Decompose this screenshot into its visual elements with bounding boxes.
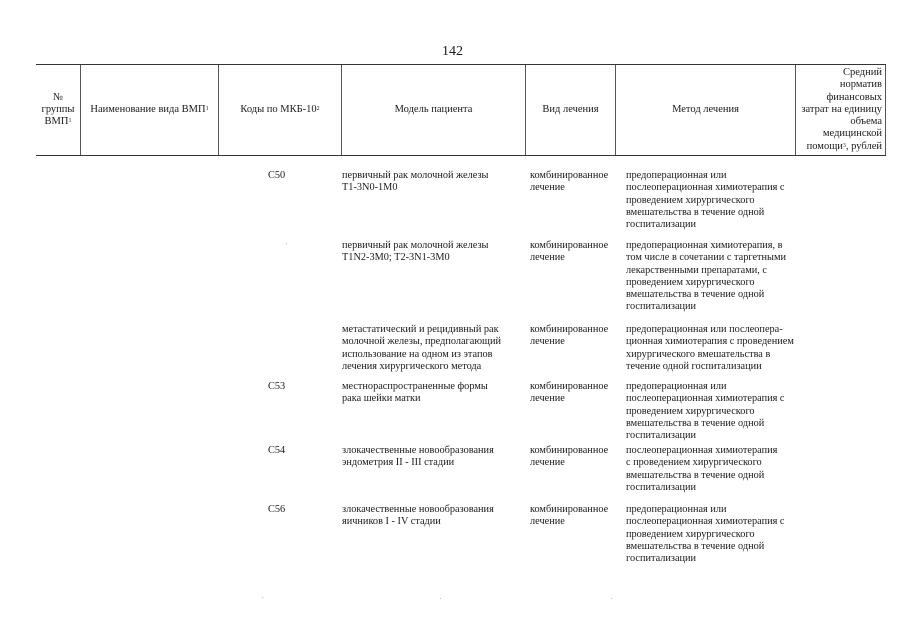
patient-model: метастатический и рецидивный рак молочной железы, предполагающий использование на одном из этапов лечения хирургического метода — [342, 324, 501, 372]
icd-code: C53 — [268, 381, 286, 392]
icd-code: C56 — [268, 504, 286, 515]
header-vmp-name — [80, 65, 218, 155]
treatment-method: предоперационная или послеоперационная химиотерапия с проведением хирургического вмешательства в течение одной госпитализации — [626, 381, 785, 442]
header-icd-codes-text: Коды по МКБ-10 — [240, 103, 317, 115]
header-group-no-text: № группы ВМП — [41, 91, 75, 128]
page-number: 142 — [442, 44, 463, 59]
header-patient-model — [341, 65, 525, 155]
patient-model: злокачественные новообразования эндометрия II - III стадии — [342, 445, 494, 469]
scan-speck — [611, 598, 612, 599]
header-icd-codes — [218, 65, 341, 155]
treatment-type: комбинированное лечение — [530, 381, 609, 405]
icd-code: C54 — [268, 445, 286, 456]
treatment-type: комбинированное лечение — [530, 445, 609, 469]
patient-model: местнораспространенные формы рака шейки матки — [342, 381, 488, 405]
scan-speck — [440, 598, 441, 599]
patient-model: первичный рак молочной железы T1-3N0-1M0 — [342, 170, 489, 194]
header-vmp-name-text: Наименование вида ВМП — [90, 103, 206, 115]
patient-model: первичный рак молочной железы T1N2-3M0; T2-3N1-3M0 — [342, 240, 489, 264]
treatment-method: предоперационная химиотерапия, в том числе в сочетании с таргетными лекарственными препаратами, с проведением хирургического вмешательства в течение одной госпитализации — [626, 240, 786, 313]
header-treatment-type — [525, 65, 615, 155]
treatment-type: комбинированное лечение — [530, 504, 609, 528]
treatment-method: предоперационная или послеоперационная химиотерапия с проведением хирургического вмешательства в течение одной госпитализации — [626, 504, 785, 565]
header-group-no — [36, 65, 80, 155]
footnote-marker: 2 — [316, 105, 320, 112]
footnote-marker: 1 — [205, 105, 209, 112]
treatment-type: комбинированное лечение — [530, 170, 609, 194]
header-treatment-type-text: Вид лечения — [542, 103, 599, 115]
footnote-marker: 3 — [842, 142, 846, 149]
scan-speck — [262, 597, 263, 598]
icd-code: C50 — [268, 170, 286, 181]
table-header — [36, 64, 886, 156]
header-treatment-method — [615, 65, 795, 155]
treatment-method: предоперационная или послеопера- ционная химиотерапия с проведением хирургического вмешательства в течение одной госпитализации — [626, 324, 794, 372]
patient-model: злокачественные новообразования яичников I - IV стадии — [342, 504, 494, 528]
header-patient-model-text: Модель пациента — [394, 103, 473, 115]
treatment-type: комбинированное лечение — [530, 324, 609, 348]
treatment-method: предоперационная или послеоперационная химиотерапия с проведением хирургического вмешательства в течение одной госпитализации — [626, 170, 785, 231]
header-treatment-method-text: Метод лечения — [672, 103, 739, 115]
scan-speck — [286, 243, 287, 244]
treatment-method: послеоперационная химиотерапия с проведением хирургического вмешательства в течение одной госпитализации — [626, 445, 778, 493]
header-cost-norm-unit: , рублей — [845, 140, 882, 152]
header-cost-norm-text: Средний норматив финансовых затрат на единицу объема медицинской помощи — [801, 67, 882, 152]
header-cost-norm — [795, 65, 886, 155]
footnote-marker: 1 — [68, 118, 72, 125]
treatment-type: комбинированное лечение — [530, 240, 609, 264]
